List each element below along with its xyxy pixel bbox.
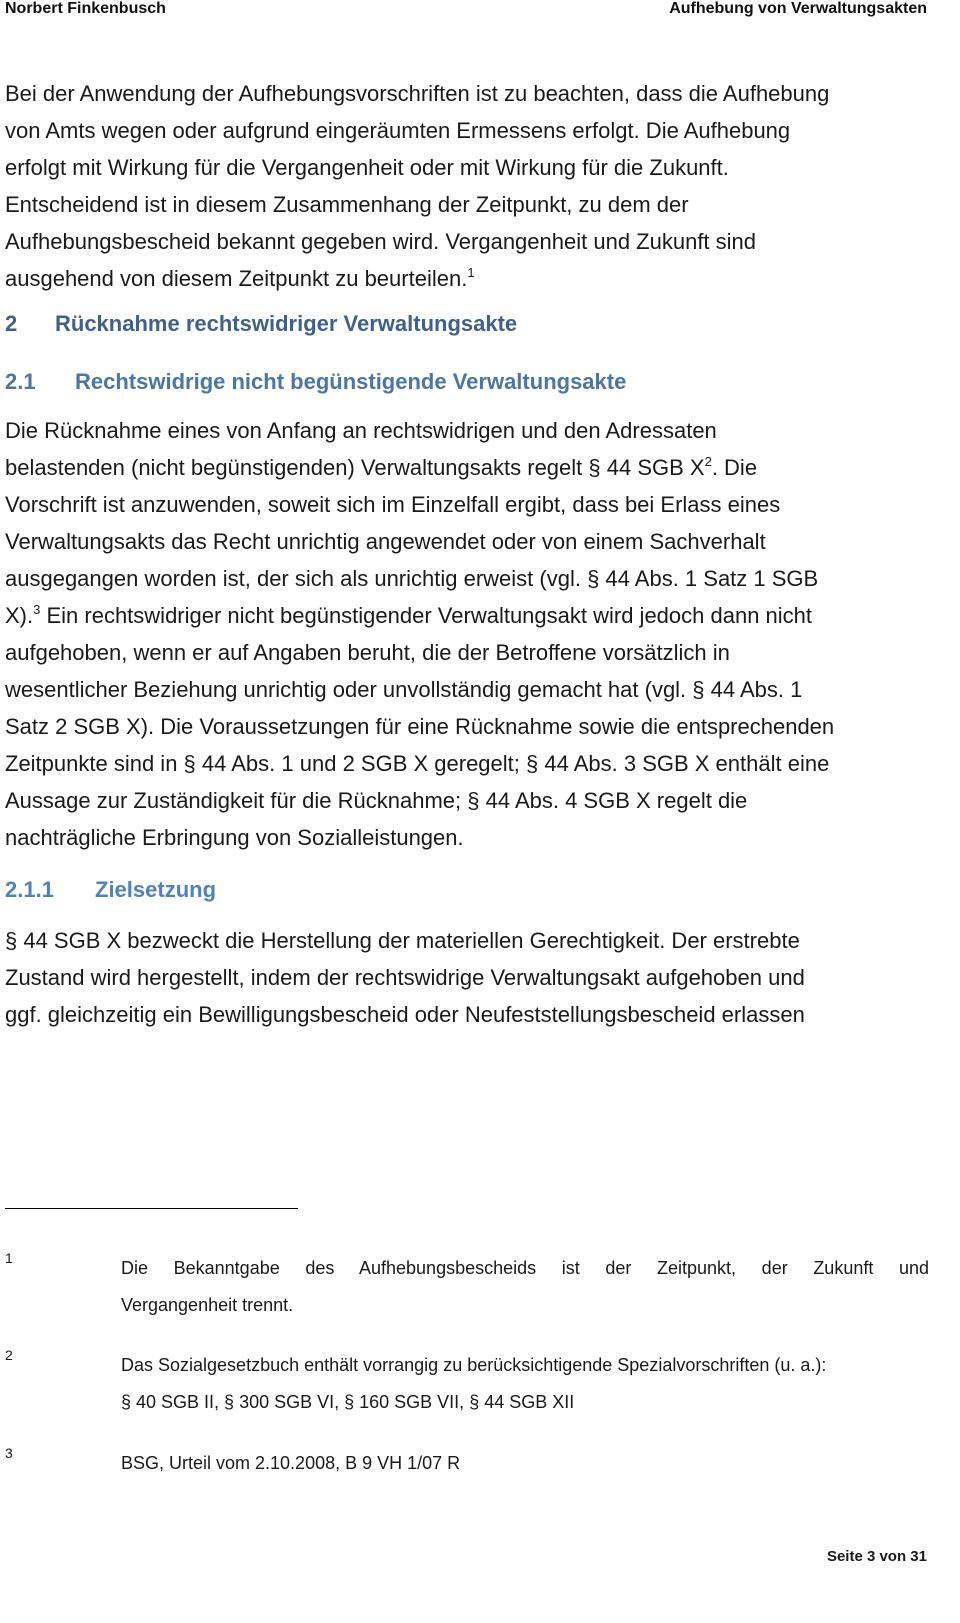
paragraph-zielsetzung [5,922,930,1033]
footnote-1 [121,1250,929,1324]
text-line: Aussage zur Zuständigkeit für die Rücknahme; § 44 Abs. 4 SGB X regelt die [5,788,748,813]
footnote-number: 1 [5,1250,13,1266]
footnote-line: Das Sozialgesetzbuch enthält vorrangig zu berücksichtigende Spezialvorschriften (u. a.): [121,1355,827,1375]
page-number: Seite 3 von 31 [826,1548,927,1565]
text-line: § 44 SGB X bezweckt die Herstellung der materiellen Gerechtigkeit. Der erstrebte [5,928,800,953]
text-line: belastenden (nicht begünstigenden) Verwaltungsakts regelt § 44 SGB $X^2$. Die [5,454,758,480]
heading-text: Rechtswidrige nicht begünstigende Verwaltungsakte [75,369,627,394]
heading-number: 2 [5,311,18,336]
text-line: von Amts wegen oder aufgrund eingeräumten Ermessens erfolgt. Die Aufhebung [5,118,791,143]
heading-text: Rücknahme rechtswidriger Verwaltungsakte [55,311,518,336]
text-line: erfolgt mit Wirkung für die Vergangenheit oder mit Wirkung für die Zukunft. [5,155,729,180]
text-line: Satz 2 SGB X). Die Voraussetzungen für eine Rücknahme sowie die entsprechenden [5,714,835,739]
text-line: Zeitpunkte sind in § 44 Abs. 1 und 2 SGB X geregelt; § 44 Abs. 3 SGB X enthält eine [5,751,830,776]
footnote-number: 2 [5,1347,13,1363]
heading-2-1 [5,369,626,395]
footnote-reference[interactable]: 3 [33,602,41,617]
header-author: Norbert Finkenbusch [5,0,166,17]
text-line: Aufhebungsbescheid bekannt gegeben wird. Vergangenheit und Zukunft sind [5,229,757,254]
text-line: nachträgliche Erbringung von Sozialleistungen. [5,825,464,850]
footnote-2 [121,1347,929,1421]
paragraph-ruecknahme [5,412,930,856]
text-line: aufgehoben, wenn er auf Angaben beruht, die der Betroffene vorsätzlich in [5,640,730,665]
heading-2-1-1 [5,877,216,903]
footnote-separator [5,1208,298,1209]
text-line: Zustand wird hergestellt, indem der rechtswidrige Verwaltungsakt aufgehoben und [5,965,805,990]
text-line: Die Rücknahme eines von Anfang an rechtswidrigen und den Adressaten [5,418,717,443]
text-line: Entscheidend ist in diesem Zusammenhang der Zeitpunkt, zu dem der [5,192,689,217]
text-line: ggf. gleichzeitig ein Bewilligungsbescheid oder Neufeststellungsbescheid erlassen [5,1002,805,1027]
paragraph-intro [5,75,930,297]
header-title: Aufhebung von Verwaltungsakten [669,0,927,17]
text-line: Vorschrift ist anzuwenden, soweit sich im Einzelfall ergibt, dass bei Erlass eines [5,492,781,517]
text-line: ausgegangen worden ist, der sich als unrichtig erweist (vgl. § 44 Abs. 1 Satz 1 SGB [5,566,819,591]
footnote-line: BSG, Urteil vom 2.10.2008, B 9 VH 1/07 R [121,1453,461,1473]
footnote-reference[interactable]: 2 [704,454,712,469]
heading-text: Zielsetzung [95,877,217,902]
text-line: ausgehend von diesem Zeitpunkt zu beurteilen.$^1$ [5,265,475,291]
footnote-line: § 40 SGB II, § 300 SGB VI, § 160 SGB VII, § 44 SGB XII [121,1392,575,1412]
footnote-line: Vergangenheit trennt. [121,1295,294,1315]
text-line: X).$^3$ Ein rechtswidriger nicht begünstigender Verwaltungsakt wird jedoch dann nicht [5,602,813,628]
footnote-line: Die Bekanntgabe des Aufhebungsbescheids ist der Zeitpunkt, der Zukunft und [121,1258,929,1278]
heading-number: 2.1 [5,369,36,394]
text-line: Bei der Anwendung der Aufhebungsvorschriften ist zu beachten, dass die Aufhebung [5,81,830,106]
heading-2 [5,311,517,337]
text-line: wesentlicher Beziehung unrichtig oder unvollständig gemacht hat (vgl. § 44 Abs. 1 [5,677,803,702]
footnote-number: 3 [5,1445,13,1461]
footnote-3 [121,1445,929,1482]
text-line: Verwaltungsakts das Recht unrichtig angewendet oder von einem Sachverhalt [5,529,766,554]
footnote-reference[interactable]: 1 [467,265,475,280]
heading-number: 2.1.1 [5,877,54,902]
